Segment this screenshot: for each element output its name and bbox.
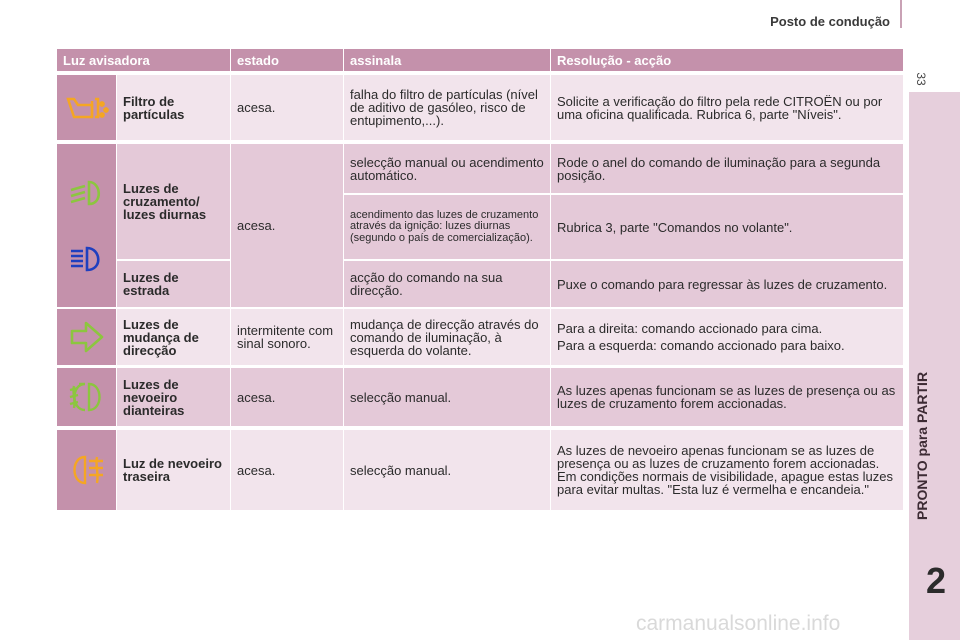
row-resolution-particle-filter: Solicite a verificação do filtro pela rede CITROËN ou por uma oficina qualificada. Rubrica 6, parte "Níveis". [551, 75, 903, 140]
row-name-front-fog: Luzes de nevoeiro dianteiras [117, 368, 230, 426]
row-resolution-turn-signal [551, 309, 903, 365]
turn-signal-icon [68, 320, 106, 354]
column-header-light: Luz avisadora [57, 49, 230, 71]
row-name-rear-fog: Luz de nevoeiro traseira [117, 430, 230, 510]
row-resolution-daytime-lights: Rubrica 3, parte "Comandos no volante". [551, 195, 903, 259]
row-resolution-rear-fog: As luzes de nevoeiro apenas funcionam se as luzes de presença ou as luzes de cruzamento forem accionadas. Em condições normais de visibilidade, apague estas luzes para evitar multas. "Esta luz é vermelha e encandeia." [551, 430, 903, 510]
row-resolution-front-fog: As luzes apenas funcionam se as luzes de presença ou as luzes de cruzamento forem accionadas. [551, 368, 903, 426]
row-name-dipped-beam: Luzes de cruzamento/ luzes diurnas [117, 144, 230, 259]
page-number: 33 [914, 72, 928, 86]
warning-light-icon-cell [57, 144, 116, 307]
warning-light-icon-cell [57, 309, 116, 365]
column-header-signals: assinala [344, 49, 550, 71]
row-signals-rear-fog: selecção manual. [344, 430, 550, 510]
page-title: Posto de condução [770, 14, 890, 29]
header-rule [900, 0, 902, 28]
warning-light-icon-cell [57, 368, 116, 426]
resolution-left: Para a esquerda: comando accionado para baixo. [557, 338, 845, 353]
row-signals-front-fog: selecção manual. [344, 368, 550, 426]
dipped-beam-icon [67, 178, 107, 208]
row-state-dipped-beam: acesa. [231, 144, 343, 307]
row-name-main-beam: Luzes de estrada [117, 261, 230, 307]
row-state-rear-fog: acesa. [231, 430, 343, 510]
front-fog-icon [67, 380, 107, 414]
row-signals-turn-signal: mudança de direcção através do comando de iluminação, à esquerda do volante. [344, 309, 550, 365]
warning-light-icon-cell [57, 430, 116, 510]
row-state-turn-signal: intermitente com sinal sonoro. [231, 309, 343, 365]
chapter-number: 2 [925, 560, 947, 601]
row-signals-dipped-beam: selecção manual ou acendimento automático. [344, 144, 550, 193]
side-tab-label: PRONTO para PARTIR [914, 371, 930, 520]
row-state-front-fog: acesa. [231, 368, 343, 426]
main-beam-icon [67, 244, 107, 274]
row-state-particle-filter: acesa. [231, 75, 343, 140]
diesel-particle-filter-icon [64, 93, 110, 123]
rear-fog-icon [67, 453, 107, 487]
resolution-right: Para a direita: comando accionado para cima. [557, 321, 823, 336]
row-name-turn-signal: Luzes de mudança de direcção [117, 309, 230, 365]
column-header-resolution: Resolução - acção [551, 49, 903, 71]
row-name-particle-filter: Filtro de partículas [117, 75, 230, 140]
column-header-state: estado [231, 49, 343, 71]
watermark: carmanualsonline.info [636, 612, 841, 635]
row-resolution-dipped-beam: Rode o anel do comando de iluminação para a segunda posição. [551, 144, 903, 193]
warning-light-icon-cell [57, 75, 116, 140]
row-signals-main-beam: acção do comando na sua direcção. [344, 261, 550, 307]
row-signals-daytime-lights: acendimento das luzes de cruzamento através da ignição: luzes diurnas (segundo o país de comercialização). [344, 195, 550, 259]
row-resolution-main-beam: Puxe o comando para regressar às luzes de cruzamento. [551, 261, 903, 307]
row-signals-particle-filter: falha do filtro de partículas (nível de aditivo de gasóleo, risco de entupimento,...). [344, 75, 550, 140]
